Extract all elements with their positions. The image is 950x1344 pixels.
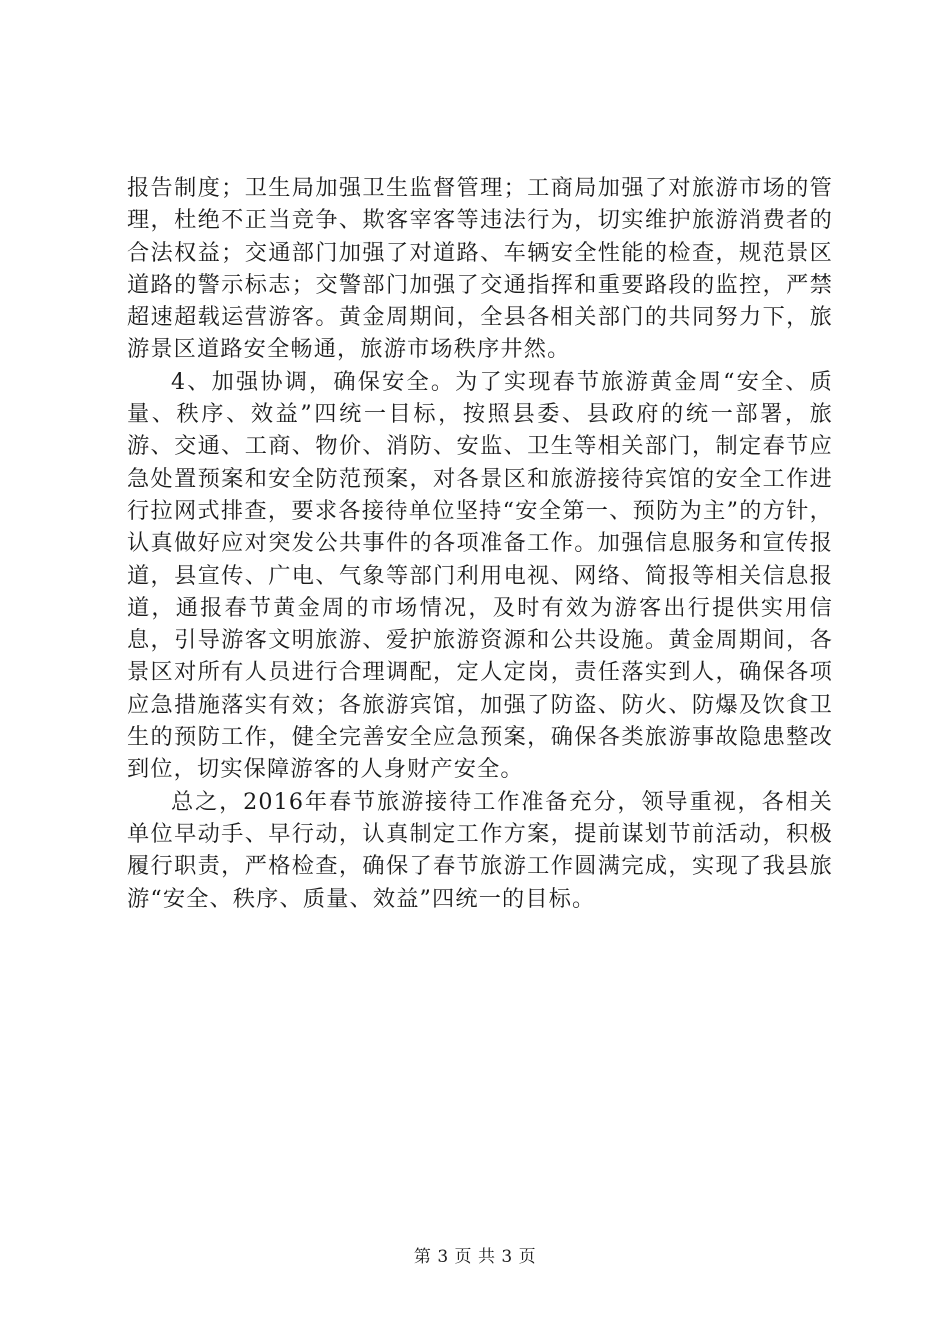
document-body	[127, 172, 833, 915]
page-number-footer: 第 3 页 共 3 页	[413, 1247, 537, 1267]
paragraph-coordination-safety: 4、加强协调，确保安全。为了实现春节旅游黄金周“安全、质量、秩序、效益”四统一目标，按照县委、县政府的统一部署，旅游、交通、工商、物价、消防、安监、卫生等相关部门，制定春节应急处置预案和安全防范预案，对各景区和旅游接待宾馆的安全工作进行拉网式排查，要求各接待单位坚持“安全第一、预防为主”的方针，认真做好应对突发公共事件的各项准备工作。加强信息服务和宣传报道，县宣传、广电、气象等部门利用电视、网络、简报等相关信息报道，通报春节黄金周的市场情况，及时有效为游客出行提供实用信息，引导游客文明旅游、爱护旅游资源和公共设施。黄金周期间，各景区对所有人员进行合理调配，定人定岗，责任落实到人，确保各项应急措施落实有效；各旅游宾馆，加强了防盗、防火、防爆及饮食卫生的预防工作，健全完善安全应急预案，确保各类旅游事故隐患整改到位，切实保障游客的人身财产安全。	[127, 368, 833, 783]
paragraph-continued-report-system: 报告制度；卫生局加强卫生监督管理；工商局加强了对旅游市场的管理，杜绝不正当竞争、欺客宰客等违法行为，切实维护旅游消费者的合法权益；交通部门加强了对道路、车辆安全性能的检查，规范景区道路的警示标志；交警部门加强了交通指挥和重要路段的监控，严禁超速超载运营游客。黄金周期间，全县各相关部门的共同努力下，旅游景区道路安全畅通，旅游市场秩序井然。	[127, 175, 833, 363]
paragraph-conclusion: 总之，2016年春节旅游接待工作准备充分，领导重视，各相关单位早动手、早行动，认真制定工作方案，提前谋划节前活动，积极履行职责，严格检查，确保了春节旅游工作圆满完成，实现了我县旅游“安全、秩序、质量、效益”四统一的目标。	[127, 788, 833, 912]
